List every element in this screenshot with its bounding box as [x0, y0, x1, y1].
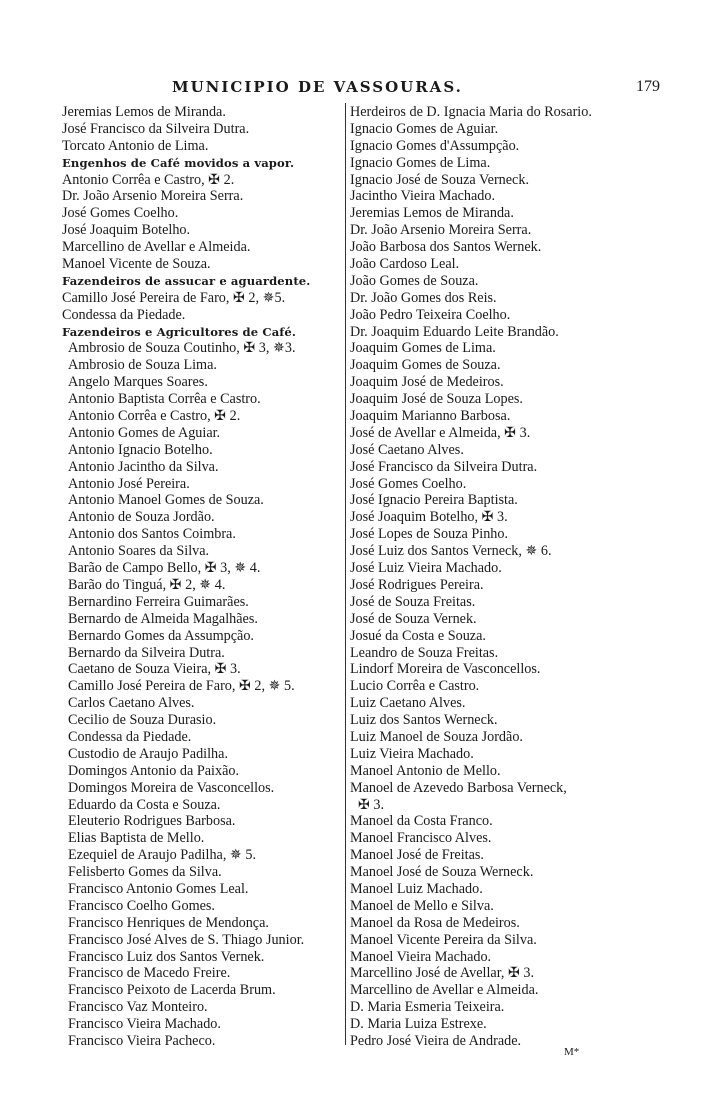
- list-entry: João Pedro Teixeira Coelho.: [350, 306, 511, 323]
- list-entry: Camillo José Pereira de Faro, ✠ 2, ✵ 5.: [68, 678, 295, 695]
- list-entry: Ezequiel de Araujo Padilha, ✵ 5.: [68, 847, 256, 864]
- list-entry: Eduardo da Costa e Souza.: [68, 796, 221, 813]
- list-entry: José Joaquim Botelho.: [62, 222, 191, 239]
- list-entry: Josué da Costa e Souza.: [350, 627, 486, 644]
- list-entry: José Francisco da Silveira Dutra.: [350, 458, 538, 475]
- list-entry: Francisco Henriques de Mendonça.: [68, 914, 269, 931]
- list-entry: Manoel Vicente de Souza.: [62, 256, 211, 273]
- list-entry: Ambrosio de Souza Coutinho, ✠ 3, ✵3.: [68, 340, 296, 357]
- list-entry: Luiz Vieira Machado.: [350, 745, 474, 762]
- list-entry: João Barbosa dos Santos Wernek.: [350, 239, 542, 256]
- list-entry: Francisco Vieira Pacheco.: [68, 1032, 216, 1049]
- list-entry: D. Maria Esmeria Teixeira.: [350, 999, 505, 1016]
- page-title: MUNICIPIO DE VASSOURAS.: [172, 78, 463, 96]
- list-entry: Luiz dos Santos Werneck.: [350, 712, 498, 729]
- list-entry: Domingos Moreira de Vasconcellos.: [68, 779, 275, 796]
- list-entry: Manoel Vicente Pereira da Silva.: [350, 931, 537, 948]
- list-entry: Lindorf Moreira de Vasconcellos.: [350, 661, 541, 678]
- list-entry: Manoel Antonio de Mello.: [350, 762, 501, 779]
- list-entry: Antonio Ignacio Botelho.: [68, 441, 213, 458]
- list-entry: Antonio Baptista Corrêa e Castro.: [68, 391, 261, 408]
- list-entry: Carlos Caetano Alves.: [68, 695, 195, 712]
- list-entry: Custodio de Araujo Padilha.: [68, 745, 228, 762]
- list-entry: Dr. João Gomes dos Reis.: [350, 289, 497, 306]
- column-divider: [345, 103, 346, 1045]
- list-entry: Dr. João Arsenio Moreira Serra.: [350, 222, 532, 239]
- list-entry: Francisco de Macedo Freire.: [68, 965, 231, 982]
- list-entry: Antonio Soares da Silva.: [68, 543, 210, 560]
- list-entry: Ignacio José de Souza Verneck.: [350, 171, 529, 188]
- list-entry: Francisco Vieira Machado.: [68, 1016, 221, 1033]
- list-entry: Manoel Francisco Alves.: [350, 830, 492, 847]
- section-heading: Fazendeiros e Agricultores de Café.: [62, 324, 297, 339]
- list-entry: Herdeiros de D. Ignacia Maria do Rosario.: [350, 104, 592, 120]
- list-entry: Ignacio Gomes d'Assumpção.: [350, 137, 520, 154]
- list-entry: José Gomes Coelho.: [62, 205, 179, 222]
- list-entry: Ignacio Gomes de Lima.: [350, 154, 491, 171]
- list-entry: Eleuterio Rodrigues Barbosa.: [68, 813, 236, 830]
- list-entry: Manoel Luiz Machado.: [350, 880, 483, 897]
- left-column-list: [62, 104, 344, 1050]
- list-entry: Condessa da Piedade.: [68, 728, 192, 745]
- signature-mark: M*: [564, 1046, 580, 1058]
- section-heading: Engenhos de Café movidos a vapor.: [62, 155, 295, 170]
- list-entry: Francisco Coelho Gomes.: [68, 897, 215, 914]
- list-entry: Domingos Antonio da Paixão.: [68, 762, 240, 779]
- list-entry: Luiz Manoel de Souza Jordão.: [350, 728, 523, 745]
- entry-continuation: ✠ 3.: [358, 796, 385, 813]
- list-entry: Joaquim José de Medeiros.: [350, 374, 504, 391]
- list-entry: Francisco Peixoto de Lacerda Brum.: [68, 982, 276, 999]
- page-header: [60, 78, 660, 100]
- list-entry: José Caetano Alves.: [350, 441, 464, 458]
- list-entry: João Cardoso Leal.: [350, 256, 460, 273]
- list-entry: Caetano de Souza Vieira, ✠ 3.: [68, 661, 241, 678]
- list-entry: José Lopes de Souza Pinho.: [350, 526, 509, 543]
- list-entry: Joaquim José de Souza Lopes.: [350, 391, 523, 408]
- list-entry: Bernardo Gomes da Assumpção.: [68, 627, 254, 644]
- list-entry: Barão do Tinguá, ✠ 2, ✵ 4.: [68, 576, 226, 593]
- list-entry: Elias Baptista de Mello.: [68, 830, 205, 847]
- list-entry: Angelo Marques Soares.: [68, 374, 208, 391]
- section-heading: Fazendeiros de assucar e aguardente.: [62, 273, 311, 288]
- list-entry: Antonio de Souza Jordão.: [68, 509, 215, 526]
- list-entry: Joaquim Marianno Barbosa.: [350, 408, 511, 425]
- list-entry: Dr. João Arsenio Moreira Serra.: [62, 188, 244, 205]
- list-entry: Antonio Manoel Gomes de Souza.: [68, 492, 264, 509]
- list-entry: Cecilio de Souza Durasio.: [68, 712, 217, 729]
- list-entry: Luiz Caetano Alves.: [350, 695, 466, 712]
- list-entry: Antonio Corrêa e Castro, ✠ 2.: [62, 171, 235, 188]
- list-entry: Manoel de Azevedo Barbosa Verneck,: [350, 779, 567, 796]
- list-entry: Antonio Gomes de Aguiar.: [68, 424, 221, 441]
- list-entry: Manoel da Rosa de Medeiros.: [350, 914, 520, 931]
- list-entry: José Francisco da Silveira Dutra.: [62, 120, 250, 137]
- list-entry: José Joaquim Botelho, ✠ 3.: [350, 509, 508, 526]
- list-entry: Barão de Campo Bello, ✠ 3, ✵ 4.: [68, 560, 261, 577]
- list-entry: José Rodrigues Pereira.: [350, 576, 484, 593]
- list-entry: Pedro José Vieira de Andrade.: [350, 1032, 522, 1049]
- page-number: 179: [636, 78, 660, 95]
- right-column-list: [350, 104, 650, 1050]
- list-entry: Joaquim Gomes de Souza.: [350, 357, 501, 374]
- list-entry: Antonio José Pereira.: [68, 475, 190, 492]
- list-entry: Ignacio Gomes de Aguiar.: [350, 120, 499, 137]
- list-entry: José de Souza Vernek.: [350, 610, 477, 627]
- list-entry: José Luiz dos Santos Verneck, ✵ 6.: [350, 543, 552, 560]
- list-entry: José de Souza Freitas.: [350, 593, 476, 610]
- list-entry: Antonio Jacintho da Silva.: [68, 458, 219, 475]
- list-entry: Francisco Vaz Monteiro.: [68, 999, 208, 1016]
- list-entry: Manoel José de Souza Werneck.: [350, 864, 534, 881]
- list-entry: Manoel de Mello e Silva.: [350, 897, 494, 914]
- list-entry: Marcellino José de Avellar, ✠ 3.: [350, 965, 535, 982]
- list-entry: José Ignacio Pereira Baptista.: [350, 492, 518, 509]
- list-entry: Torcato Antonio de Lima.: [62, 137, 209, 154]
- list-entry: Joaquim Gomes de Lima.: [350, 340, 496, 357]
- list-entry: Antonio dos Santos Coimbra.: [68, 526, 236, 543]
- list-entry: José Gomes Coelho.: [350, 475, 467, 492]
- list-entry: Manoel Vieira Machado.: [350, 948, 492, 965]
- list-entry: Felisberto Gomes da Silva.: [68, 864, 222, 881]
- list-entry: Antonio Corrêa e Castro, ✠ 2.: [68, 408, 241, 425]
- list-entry: Ambrosio de Souza Lima.: [68, 357, 217, 374]
- list-entry: João Gomes de Souza.: [350, 272, 479, 289]
- list-entry: Jeremias Lemos de Miranda.: [350, 205, 514, 222]
- list-entry: Dr. Joaquim Eduardo Leite Brandão.: [350, 323, 559, 340]
- list-entry: Manoel José de Freitas.: [350, 847, 484, 864]
- list-entry: Jacintho Vieira Machado.: [350, 188, 496, 205]
- list-entry: Marcellino de Avellar e Almeida.: [62, 239, 251, 256]
- list-entry: José Luiz Vieira Machado.: [350, 560, 502, 577]
- list-entry: Camillo José Pereira de Faro, ✠ 2, ✵5.: [62, 289, 286, 306]
- list-entry: Leandro de Souza Freitas.: [350, 644, 499, 661]
- list-entry: Francisco José Alves de S. Thiago Junior.: [68, 931, 305, 948]
- list-entry: Condessa da Piedade.: [62, 306, 186, 323]
- list-entry: Marcellino de Avellar e Almeida.: [350, 982, 539, 999]
- list-entry: Bernardo de Almeida Magalhães.: [68, 610, 258, 627]
- list-entry: Lucio Corrêa e Castro.: [350, 678, 480, 695]
- list-entry: Francisco Luiz dos Santos Vernek.: [68, 948, 265, 965]
- list-entry: Manoel da Costa Franco.: [350, 813, 493, 830]
- list-entry: Jeremias Lemos de Miranda.: [62, 104, 226, 120]
- list-entry: Bernardino Ferreira Guimarães.: [68, 593, 249, 610]
- list-entry: Francisco Antonio Gomes Leal.: [68, 880, 249, 897]
- list-entry: José de Avellar e Almeida, ✠ 3.: [350, 424, 531, 441]
- list-entry: D. Maria Luiza Estrexe.: [350, 1016, 487, 1033]
- list-entry: Bernardo da Silveira Dutra.: [68, 644, 225, 661]
